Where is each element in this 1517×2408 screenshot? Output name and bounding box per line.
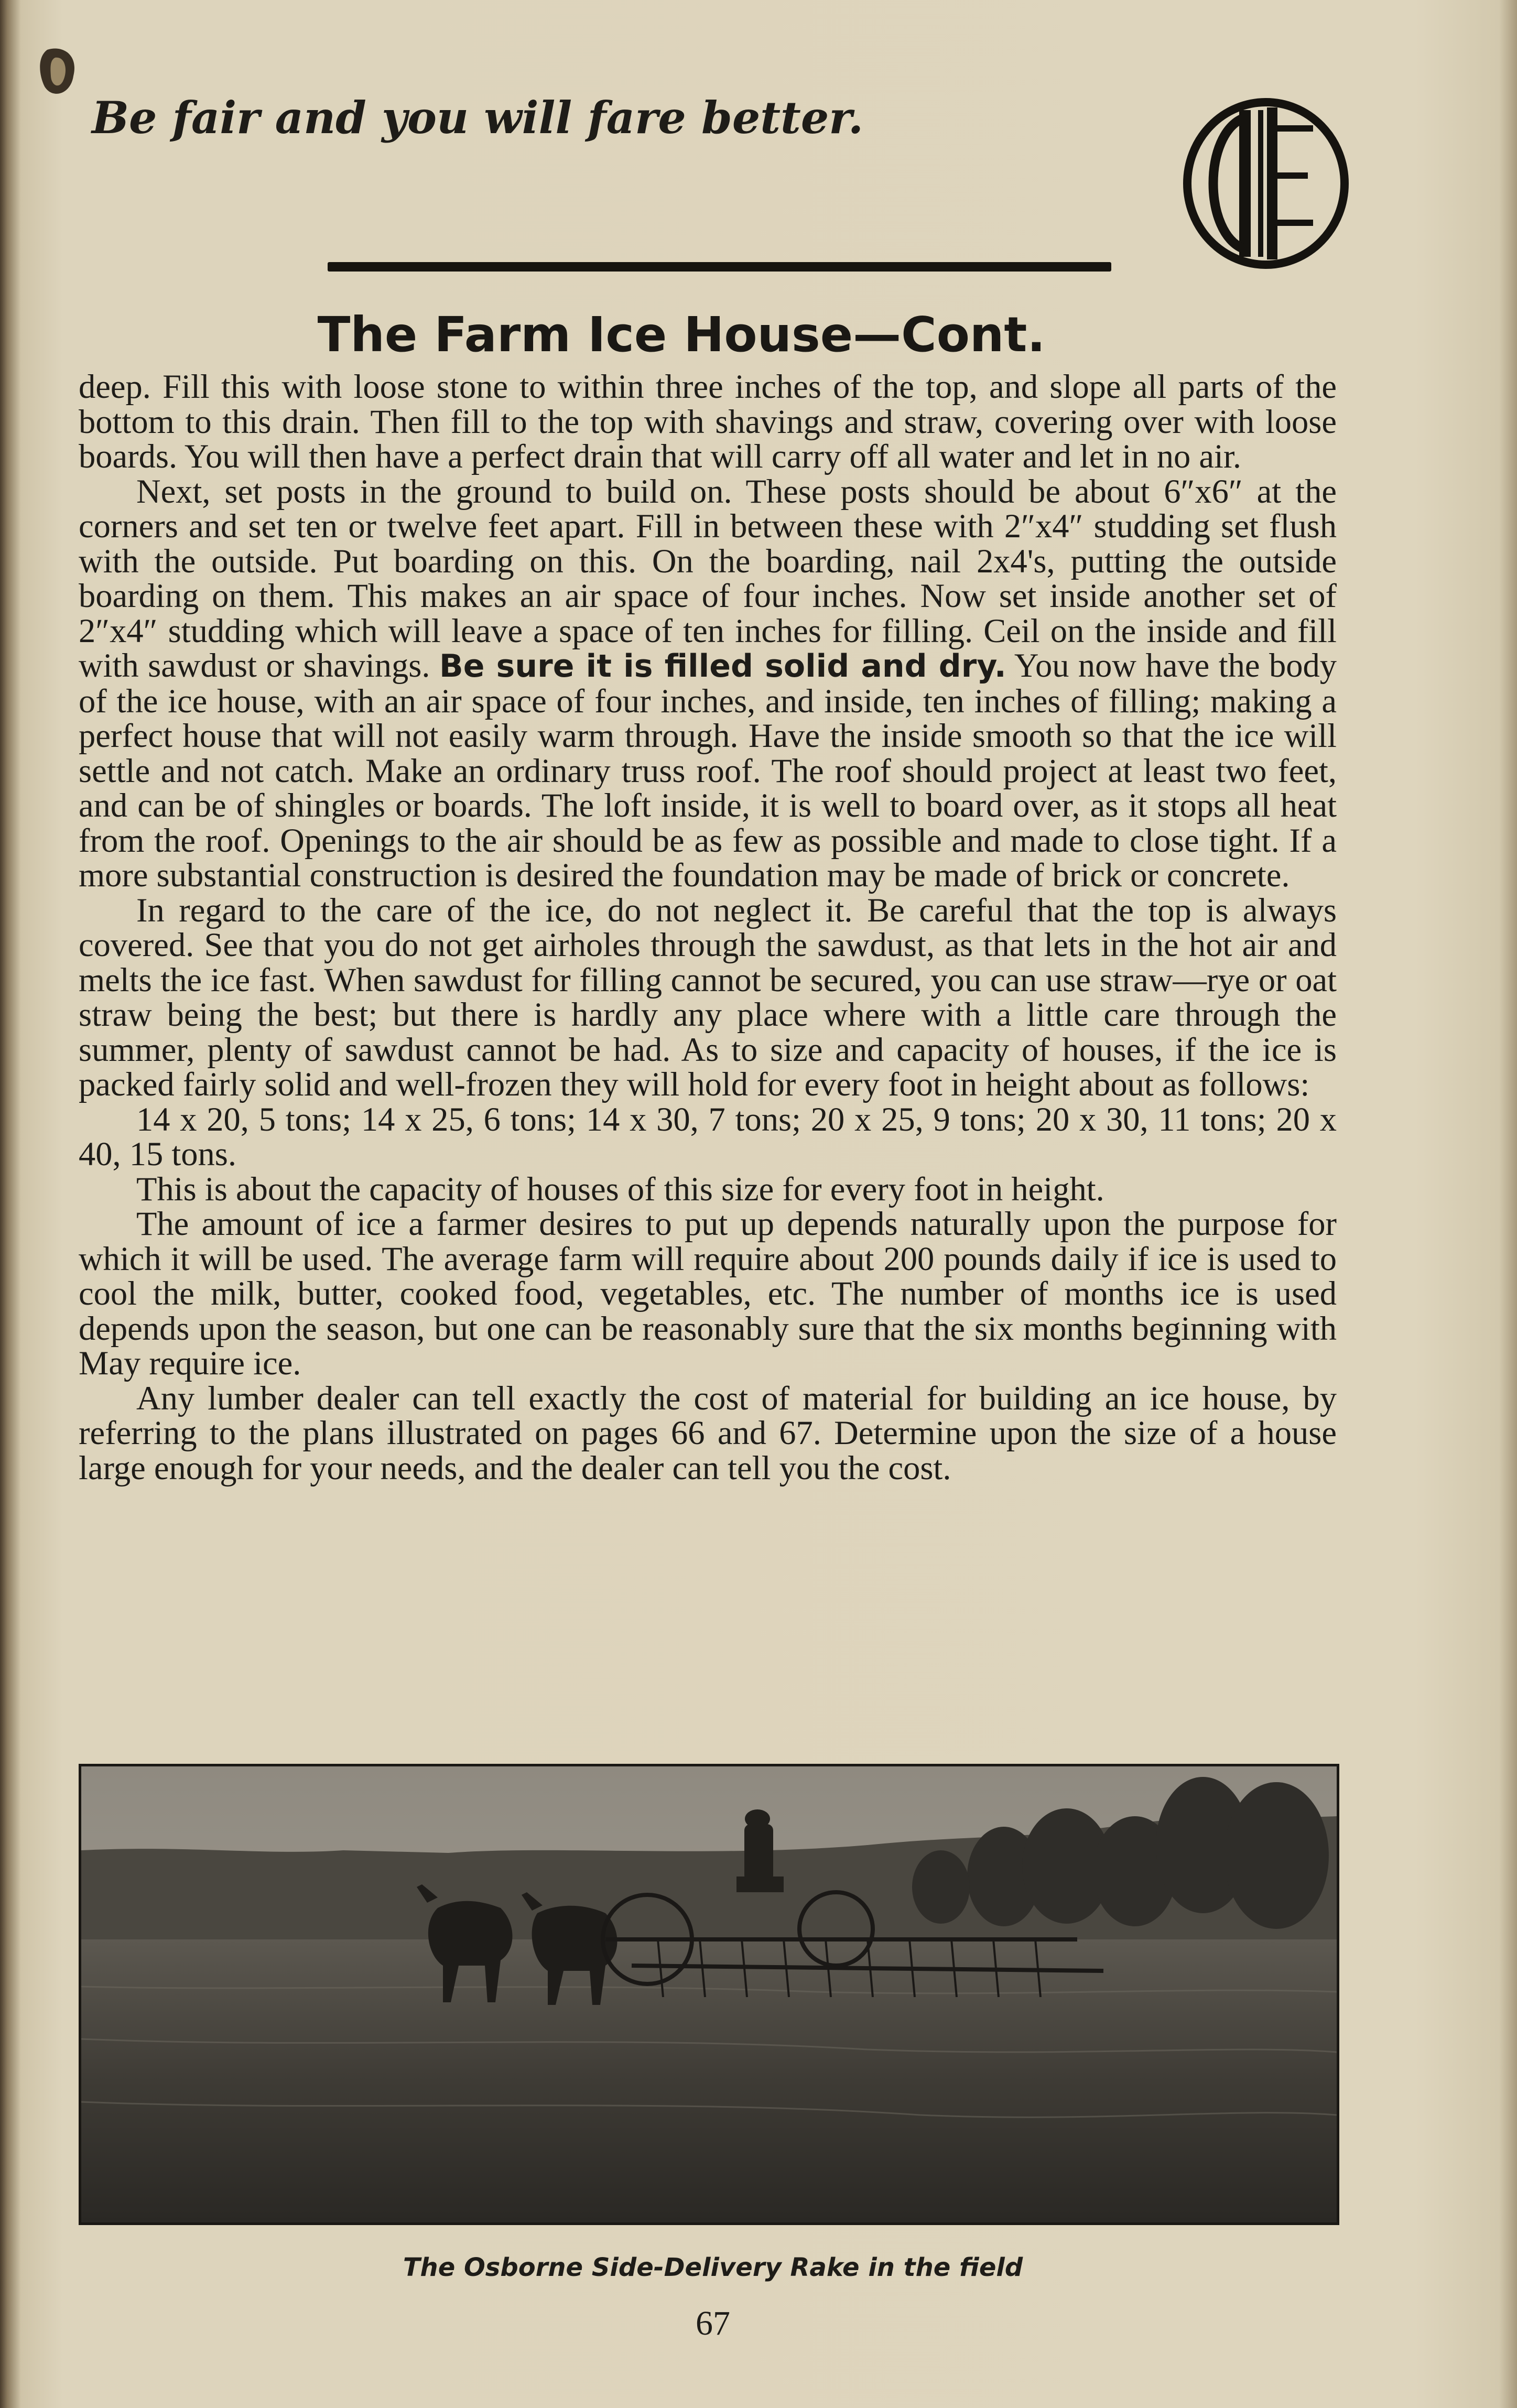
- field-photograph: [79, 1764, 1339, 2225]
- paragraph-text: You now have the body of the ice house, with an air space of four inches, and inside, ten inches of filling; making a perfect house that will not easily warm through. Have the inside smooth so that the ice will settle and not catch. Make an ordinary truss roof. The roof should project at least two feet, and can be of shingles or boards. The loft inside, it is well to board over, as it stops all heat from the roof. Openings to the air should be as few as possible and made to close tight. If a more substantial construction is desired the foundation may be made of brick or concrete.: [79, 647, 1337, 894]
- page-title: The Farm Ice House—Cont.: [317, 307, 1046, 363]
- paragraph: In regard to the care of the ice, do not neglect it. Be careful that the top is always covered. See that you do not get airholes through the sawdust, as that lets in the hot air and melts the ice fast. When sawdust for filling cannot be secured, you can use straw—rye or oat straw being the best; but there is hardly any place where with a little care through the summer, plenty of sawdust cannot be had. As to size and capacity of houses, if the ice is packed fairly solid and well-frozen they will hold for every foot in height about as follows:: [79, 891, 1337, 1103]
- paragraph: [79, 474, 1337, 893]
- publisher-monogram-logo: [1182, 97, 1350, 270]
- capacity-list-paragraph: 14 x 20, 5 tons; 14 x 25, 6 tons; 14 x 30, 7 tons; 20 x 25, 9 tons; 20 x 30, 11 tons; 20 x 40, 15 tons.: [79, 1100, 1337, 1173]
- paragraph: This is about the capacity of houses of this size for every foot in height.: [136, 1170, 1104, 1208]
- bold-emphasis-text: Be sure it is filled solid and dry.: [439, 648, 1006, 685]
- paragraph: deep. Fill this with loose stone to within three inches of the top, and slope all parts of the bottom to this drain. Then fill to the top with shavings and straw, covering over with loose boards. You will then have a perfect drain that will carry off all water and let in no air.: [79, 368, 1337, 475]
- article-body: [79, 370, 1337, 1485]
- header-divider-rule: [328, 262, 1111, 272]
- figure-caption: The Osborne Side-Delivery Rake in the field: [403, 2253, 1023, 2282]
- page-number: 67: [696, 2304, 730, 2342]
- header-motto: Be fair and you will fare better.: [92, 92, 864, 144]
- paragraph: Any lumber dealer can tell exactly the cost of material for building an ice house, by referring to the plans illustrated on pages 66 and 67. Determine upon the size of a house large enough for your needs, and the dealer can tell you the cost.: [79, 1379, 1337, 1487]
- paragraph: The amount of ice a farmer desires to put up depends naturally upon the purpose for which it will be used. The average farm will require about 200 pounds daily if ice is used to cool the milk, butter, cooked food, vegetables, etc. The number of months ice is used depends upon the season, but one can be reasonably sure that the six months beginning with May require ice.: [79, 1205, 1337, 1382]
- page-tear-mark: [37, 45, 84, 102]
- paragraph-text: Next, set posts in the ground to build on. These posts should be about 6″x6″ at the corners and set ten or twelve feet apart. Fill in between these with 2″x4″ studding set flush with the outside. Put boarding on this. On the boarding, nail 2x4's, putting the outside boarding on them. This makes an air space of four inches. Now set inside another set of 2″x4″ studding which will leave a space of ten inches for filling. Ceil on the inside and fill with sawdust or shavings.: [79, 472, 1337, 684]
